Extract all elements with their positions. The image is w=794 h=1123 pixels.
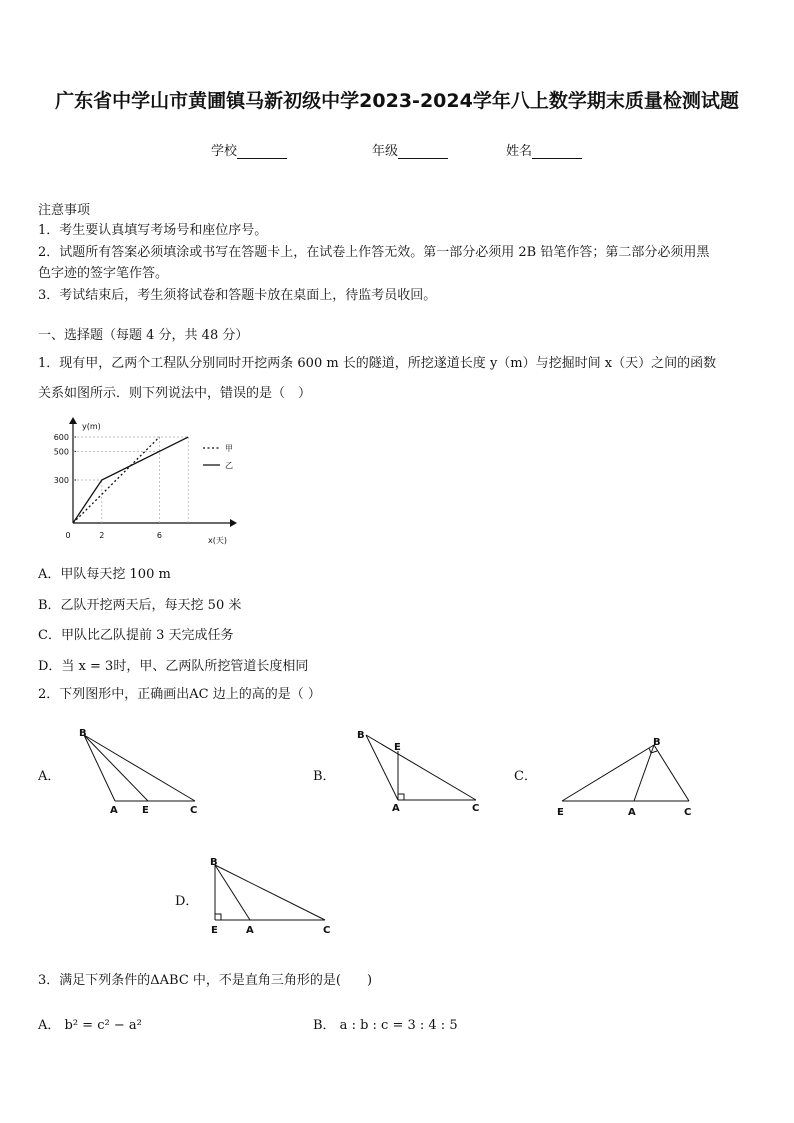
q2-option-b-label[interactable]: B．	[313, 769, 336, 784]
q2d-point-c: C	[323, 925, 331, 936]
notice-item-2: 2．试题所有答案必须填涂或书写在答题卡上，在试卷上作答无效。第一部分必须用 2B 铅笔作答；第二部分必须用黑	[38, 245, 710, 260]
x-axis-arrow	[230, 519, 237, 527]
grade-label: 年级	[372, 144, 399, 159]
q1-option-b[interactable]: B．乙队开挖两天后，每天挖 50 米	[38, 598, 242, 613]
q2-figure-a[interactable]	[75, 725, 210, 820]
q2a-point-c: C	[190, 805, 198, 816]
name-blank[interactable]	[532, 146, 582, 159]
q2-figure-c[interactable]	[550, 733, 700, 823]
q2-stem: 2．下列图形中，正确画出AC 边上的高的是（ ）	[38, 687, 321, 702]
notice-item-2-cont: 色字迹的签字笔作答。	[38, 266, 169, 281]
q2a-point-b: B	[79, 728, 87, 739]
q3-stem: 3．满足下列条件的ΔABC 中，不是直角三角形的是( )	[38, 973, 373, 988]
q2b-point-e: E	[394, 742, 401, 753]
y-axis-arrow	[69, 417, 77, 424]
x-axis-label: x(天)	[208, 536, 227, 545]
q1-stem-line1: 1．现有甲，乙两个工程队分别同时开挖两条 600 m 长的隧道，所挖遂道长度 y（m）与挖掘时间 x（天）之间的函数	[38, 356, 717, 371]
q2c-point-b: B	[653, 737, 661, 748]
q2a-point-a: A	[110, 805, 118, 816]
q2d-point-e: E	[211, 925, 218, 936]
x-tick-label: 6	[156, 531, 162, 540]
q2b-point-c: C	[472, 803, 480, 814]
y-axis-label: y(m)	[82, 422, 101, 431]
q2c-point-e: E	[557, 807, 564, 818]
legend-label-jia: 甲	[225, 444, 233, 453]
y-tick-label: 500	[53, 447, 69, 457]
q1-option-d[interactable]: D．当 x = 3时，甲、乙两队所挖管道长度相同	[38, 659, 309, 674]
q2c-point-a: A	[628, 807, 636, 818]
school-label: 学校	[211, 144, 238, 159]
y-tick-label: 600	[53, 433, 69, 443]
q2d-point-b: B	[210, 857, 218, 868]
grade-field	[372, 140, 448, 159]
q2c-point-c: C	[684, 807, 692, 818]
q2a-point-e: E	[142, 805, 149, 816]
section-heading: 一、选择题（每题 4 分，共 48 分）	[38, 328, 249, 343]
q2-option-c-label[interactable]: C．	[514, 769, 537, 784]
q1-stem-line2: 关系如图所示．则下列说法中，错误的是（ ）	[38, 386, 312, 401]
q2-option-d-label[interactable]: D．	[175, 894, 199, 909]
q3-option-b[interactable]: B． a : b : c = 3 : 4 : 5	[313, 1018, 458, 1033]
notice-heading: 注意事项	[38, 203, 91, 218]
q1-option-a[interactable]: A．甲队每天挖 100 m	[38, 567, 171, 582]
grade-blank[interactable]	[398, 146, 448, 159]
q2-figure-b[interactable]	[352, 725, 487, 820]
q2-figure-d[interactable]	[205, 853, 340, 943]
notice-item-3: 3．考试结束后，考生须将试卷和答题卡放在桌面上，待监考员收回。	[38, 288, 437, 303]
school-blank[interactable]	[237, 146, 287, 159]
legend-label-yi: 乙	[225, 461, 233, 470]
q2b-point-a: A	[392, 803, 400, 814]
y-tick-label: 300	[53, 476, 69, 486]
q2-option-a-label[interactable]: A．	[38, 769, 61, 784]
x-tick-label: 0	[65, 531, 71, 540]
q1-option-c[interactable]: C．甲队比乙队提前 3 天完成任务	[38, 628, 234, 643]
x-tick-label: 2	[99, 531, 105, 540]
q2b-point-b: B	[357, 730, 365, 741]
school-field	[211, 140, 287, 159]
page-title: 广东省中学山市黄圃镇马新初级中学2023-2024学年八上数学期末质量检测试题	[55, 90, 739, 112]
q3-option-a[interactable]: A． b² = c² − a²	[38, 1018, 142, 1033]
notice-item-1: 1．考生要认真填写考场号和座位序号。	[38, 223, 268, 238]
name-label: 姓名	[506, 144, 533, 159]
q1-chart	[40, 415, 250, 550]
q2d-point-a: A	[246, 925, 254, 936]
name-field	[506, 140, 582, 159]
